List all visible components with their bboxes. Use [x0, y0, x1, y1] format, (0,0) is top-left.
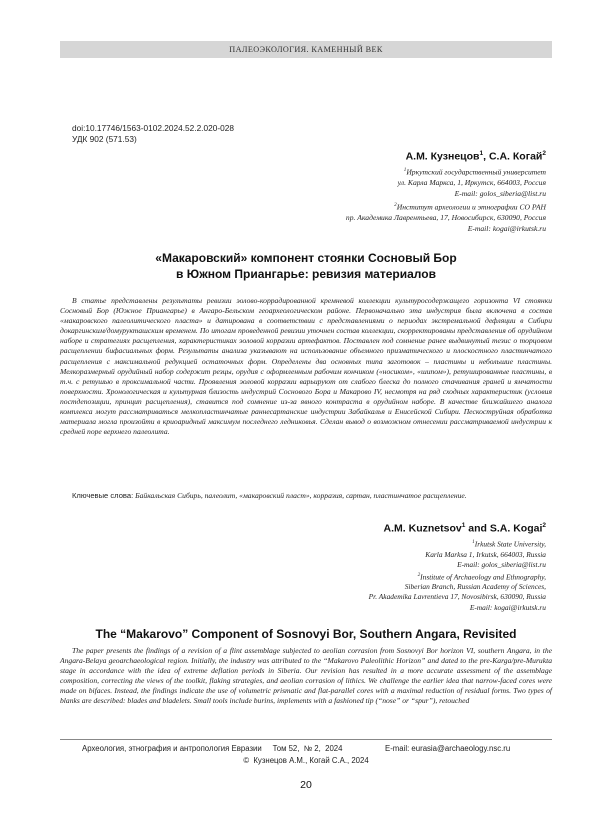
aff-text: ул. Карла Маркса, 1, Иркутск, 664003, Россия [397, 178, 546, 188]
author2-en-sup: 2 [542, 522, 546, 529]
aff-en-line [186, 550, 546, 560]
aff-email: E-mail: golos_siberia@list.ru [454, 189, 546, 199]
section-title: ПАЛЕОЭКОЛОГИЯ. КАМЕННЫЙ ВЕК [229, 45, 383, 54]
aff-text: Pr. Akademika Lavrentieva 17, Novosibirsk, 630090, Russia [368, 592, 546, 602]
aff-text: Институт археологии и этнографии СО РАН [396, 202, 546, 212]
authors-en [384, 522, 546, 535]
section-header [60, 41, 552, 58]
aff-email: E-mail: kogai@irkutsk.ru [467, 224, 546, 234]
aff-sup: 2 [394, 201, 397, 208]
aff-ru-line [186, 200, 546, 213]
page-number: 20 [300, 779, 312, 791]
keywords-label: Ключевые слова: [72, 491, 134, 500]
article-title-en: The “Makarovo” Component of Sosnovyi Bor, Southern Angara, Revisited [95, 627, 517, 641]
footer-email: E-mail: eurasia@archaeology.nsc.ru [385, 744, 511, 753]
aff-ru-line [186, 213, 546, 224]
footer-divider [60, 739, 552, 740]
author1-en-sup: 1 [461, 522, 466, 529]
affiliations-en [186, 537, 546, 613]
abstract-en: The paper presents the findings of a revision of a flint assemblage subjected to aeolian corrasion from Sosnovyi Bor horizon VI, southern Angara, in the Angara-Belaya geoarchaeological region. Initially, the industry was attributed to the “Makarovo Paleolithic Horizon” and dated to the pre-Karga/pre-Murukta stage in accordance with the idea of extreme deflation periods in Siberia. Our revision has resulted in a more accurate assessment of the assemblage composition, correcting the views of the toolkit, flaking strategies, and aeolian corrasion of lithics. We challenge the earlier idea that narrow-faced cores were made on bifaces. Instead, the findings indicate the use of volumetric prismatic and flat-parallel cores with a maximal reduction of residual forms. Two types of blanks are described: blades and bladelets. Small tools include burins, implements with a fashioned tip (“nose” or “spur”), retouched [60, 646, 552, 706]
keywords-ru [60, 491, 552, 501]
author2-ru: С.А. Когай [488, 150, 543, 163]
aff-sup: 1 [472, 539, 475, 545]
keywords-text: Байкальская Сибирь, палеолит, «макаровский пласт», корразия, сартан, пластинчатое расщепление. [135, 491, 467, 500]
aff-text: Karla Marksa 1, Irkutsk, 664003, Russia [425, 549, 546, 559]
aff-en-line [186, 537, 546, 550]
author-separator-ru: , [483, 150, 489, 163]
author2-en: S.A. Kogai [489, 522, 543, 535]
aff-email: E-mail: golos_siberia@list.ru [457, 559, 546, 569]
aff-sup: 1 [403, 167, 407, 173]
aff-sup: 2 [417, 571, 421, 578]
author1-en: A.M. Kuznetsov [383, 522, 462, 535]
aff-ru-line [186, 178, 546, 189]
author1-ru: А.М. Кузнецов [405, 150, 480, 163]
aff-en-line [186, 560, 546, 570]
aff-text: Siberian Branch, Russian Academy of Sciences, [404, 582, 546, 592]
doi: doi:10.17746/1563-0102.2024.52.2.020-028 [72, 123, 234, 133]
aff-en-line [186, 592, 546, 602]
title-ru-line1: «Макаровский» компонент стоянки Сосновый Бор [155, 251, 457, 265]
aff-en-line [186, 570, 546, 583]
doi-block [72, 123, 234, 145]
author1-ru-sup: 1 [479, 150, 484, 157]
affiliations-ru [186, 165, 546, 235]
aff-en-line [186, 582, 546, 592]
aff-en-line [186, 603, 546, 613]
footer-copyright: © Кузнецов А.М., Когай С.А., 2024 [243, 756, 369, 765]
aff-text: Irkutsk State University, [474, 539, 546, 549]
author2-ru-sup: 2 [542, 150, 546, 157]
aff-text: Иркутский государственный университет [406, 167, 546, 177]
author-separator-en: and [465, 522, 490, 535]
aff-text: Institute of Archaeology and Ethnography, [420, 572, 546, 582]
aff-email: E-mail: kogai@irkutsk.ru [469, 602, 546, 612]
aff-ru-line [186, 189, 546, 200]
aff-ru-line [186, 165, 546, 178]
udk: УДК 902 (571.53) [72, 134, 137, 144]
authors-ru [406, 150, 546, 163]
aff-text: пр. Академика Лаврентьева, 17, Новосибирск, 630090, Россия [345, 213, 546, 223]
abstract-ru: В статье представлены результаты ревизии эолово-коррадированной кремневой коллекции культуросодержащего горизонта VI стоянки Сосновый Бор (Южное Приангарье) в Ангаро-Бельском геоархеологическом районе. Первоначально эта индустрия была включена в состав «макаровского палеолитического пласта» и датирована в соответствии с представлениями о периодах экстремальной дефляции в Сибири докаргинским/домурукташским временем. По итогам проведенной ревизии уточнен состав коллекции, скорректированы представления об орудийном наборе и стратегиях расщепления, характеристиках эоловой корразии артефактов. Поставлен под сомнение ранее выдвинутый тезис о торцовом расщеплении бифасиальных форм. Результаты анализа указывают на использование объемного призматического и плоскостного пластинчатого расщепления с максимальной редукцией остаточных форм. Определены два основных типа заготовок – пластины и небольшие пластины. Мелкоразмерный орудийный набор содержит резцы, орудия с оформленным рабочим кончиком («носиком», «шипом»), ретушированные пластины, в т.ч. с ретушью в проксимальной части. Проявления эоловой корразии варьируют от слабого блеска до полного стачивания граней и ямчатости поверхности. Хронологическая и культурная близость индустрий Соснового Бора и Макарово IV, несмотря на ряд сходных характеристик (условия постдепозиции, принцип расщепления), ставится под сомнение из-за явного контраста в орудийном наборе. В качестве ближайшего аналога комплекса могут рассматриваться мелкопластинчатые раннесартанские индустрии Забайкалья и Енисейской Сибири. Пескоструйная обработка материала могла произойти в криоаридный максимум последнего ледниковья. Сделан вывод о возможном отнесении рассматриваемой индустрии к средней поре верхнего палеолита. [60, 296, 552, 437]
title-ru-line2: в Южном Приангарье: ревизия материалов [176, 266, 436, 281]
footer-journal: Археология, этнография и антропология Евразии Том 52, № 2, 2024 [82, 744, 343, 753]
aff-ru-line [186, 224, 546, 235]
article-title-ru [60, 251, 552, 282]
